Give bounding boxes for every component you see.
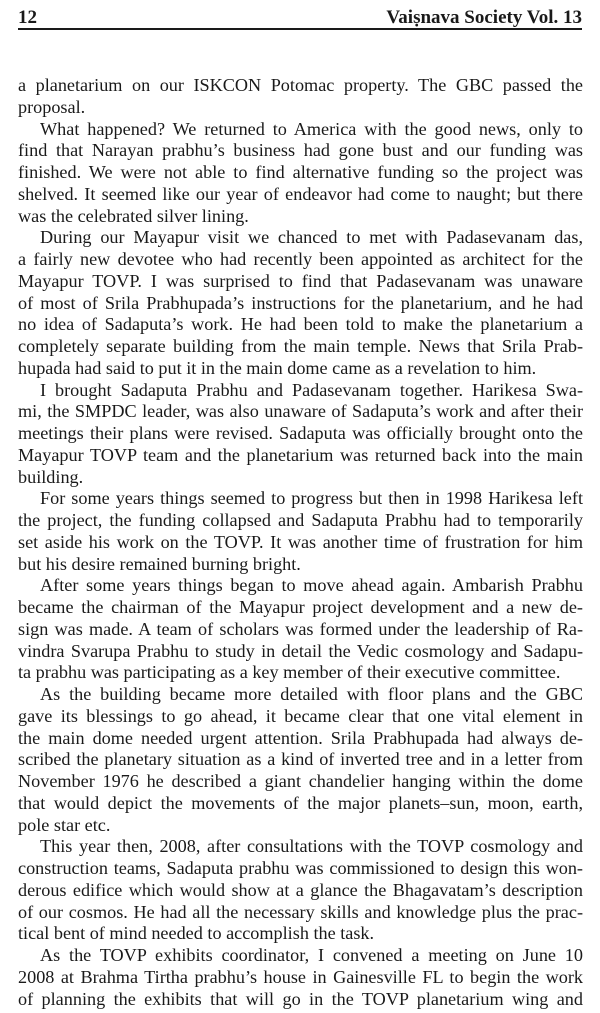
text-line: After some years things began to move ahead again. Ambarish Prabhu (40, 575, 583, 596)
text-line: derous edifice which would show at a glance the Bhagavatam’s description (18, 879, 583, 900)
text-line: of most of Srila Prabhupada’s instructions for the planetarium, and he had (18, 292, 583, 313)
text-line: As the building became more detailed with floor plans and the GBC (40, 684, 583, 704)
text-line: tical bent of mind needed to accomplish the task. (18, 923, 375, 944)
text-line: completely separate building from the main temple. News that Srila Prab- (18, 336, 583, 356)
text-line: was the celebrated silver lining. (18, 205, 249, 226)
text-line: that would depict the movements of the major planets–sun, moon, earth, (18, 792, 583, 813)
text-line: meetings their plans were revised. Sadaputa was officially brought onto the (18, 423, 583, 443)
text-line: construction teams, Sadaputa prabhu was commissioned to design this won- (18, 858, 583, 878)
text-line: vindra Svarupa Prabhu to study in detail the Vedic cosmology and Sadapu- (18, 640, 583, 661)
text-line: of our cosmos. He had all the necessary skills and knowledge plus the prac- (18, 901, 583, 922)
paragraph (18, 684, 583, 836)
text-line: of planning the exhibits that will go in the TOVP planetarium wing and (18, 988, 583, 1009)
text-line: a planetarium on our ISKCON Potomac property. The GBC passed the (18, 75, 583, 95)
text-line: the main dome needed urgent attention. Srila Prabhupada had always de- (18, 727, 583, 748)
running-title: Vaiṣnava Society Vol. 13 (386, 7, 582, 28)
text-line: building. (18, 466, 84, 487)
text-line: During our Mayapur visit we chanced to met with Padasevanam das, (40, 227, 583, 248)
body-text (18, 75, 583, 1010)
text-line: shelved. It seemed like our year of endeavor had come to naught; but there (18, 183, 583, 204)
text-line: Mayapur TOVP team and the planetarium was returned back into the main (18, 444, 583, 465)
text-line: gave its blessings to go ahead, it became clear that one vital element in (18, 705, 583, 726)
paragraph (18, 488, 583, 575)
text-line: I brought Sadaputa Prabhu and Padasevanam together. Harikesa Swa- (40, 379, 583, 400)
text-line: ta prabhu was participating as a key member of their executive committee. (18, 662, 561, 683)
paragraph (18, 75, 583, 119)
text-line: but his desire remained burning bright. (18, 553, 301, 574)
text-line: sign was made. A team of scholars was formed under the leadership of Ra- (18, 618, 583, 639)
text-line: 2008 at Brahma Tirtha prabhu’s house in Gainesville FL to begin the work (18, 966, 583, 987)
text-line: finished. We were not able to find alternative funding so the project was (18, 162, 583, 182)
running-header (18, 6, 582, 30)
text-line: the project, the funding collapsed and Sadaputa Prabhu had to temporarily (18, 510, 583, 530)
text-line: hupada had said to put it in the main dome came as a revelation to him. (18, 357, 537, 378)
page-number: 12 (18, 7, 37, 28)
text-line: mi, the SMPDC leader, was also unaware of Sadaputa’s work and after their (18, 401, 583, 422)
text-line: pole star etc. (18, 814, 111, 835)
text-line: find that Narayan prabhu’s business had gone bust and our funding was (18, 140, 583, 161)
paragraph (18, 380, 583, 489)
text-line: For some years things seemed to progress but then in 1998 Harikesa left (40, 488, 583, 509)
text-line: What happened? We returned to America with the good news, only to (40, 118, 583, 139)
paragraph (18, 575, 583, 684)
paragraph (18, 227, 583, 379)
text-line: As the TOVP exhibits coordinator, I convened a meeting on June 10 (40, 945, 583, 965)
paragraph (18, 836, 583, 945)
text-line: This year then, 2008, after consultations with the TOVP cosmology and (40, 836, 583, 857)
paragraph (18, 945, 583, 1010)
text-line: proposal. (18, 96, 86, 117)
text-line: became the chairman of the Mayapur project development and a new de- (18, 597, 583, 617)
text-line: scribed the planetary situation as a kind of inverted tree and in a letter from (18, 749, 583, 770)
text-line: November 1976 he described a giant chandelier hanging within the dome (18, 771, 583, 791)
text-line: set aside his work on the TOVP. It was another time of frustration for him (18, 531, 583, 552)
text-line: no idea of Sadaputa’s work. He had been told to make the planetarium a (18, 314, 583, 335)
text-line: Mayapur TOVP. I was surprised to find that Padasevanam was unaware (18, 270, 583, 291)
text-line: a fairly new devotee who had recently been appointed as architect for the (18, 249, 583, 269)
paragraph (18, 119, 583, 228)
